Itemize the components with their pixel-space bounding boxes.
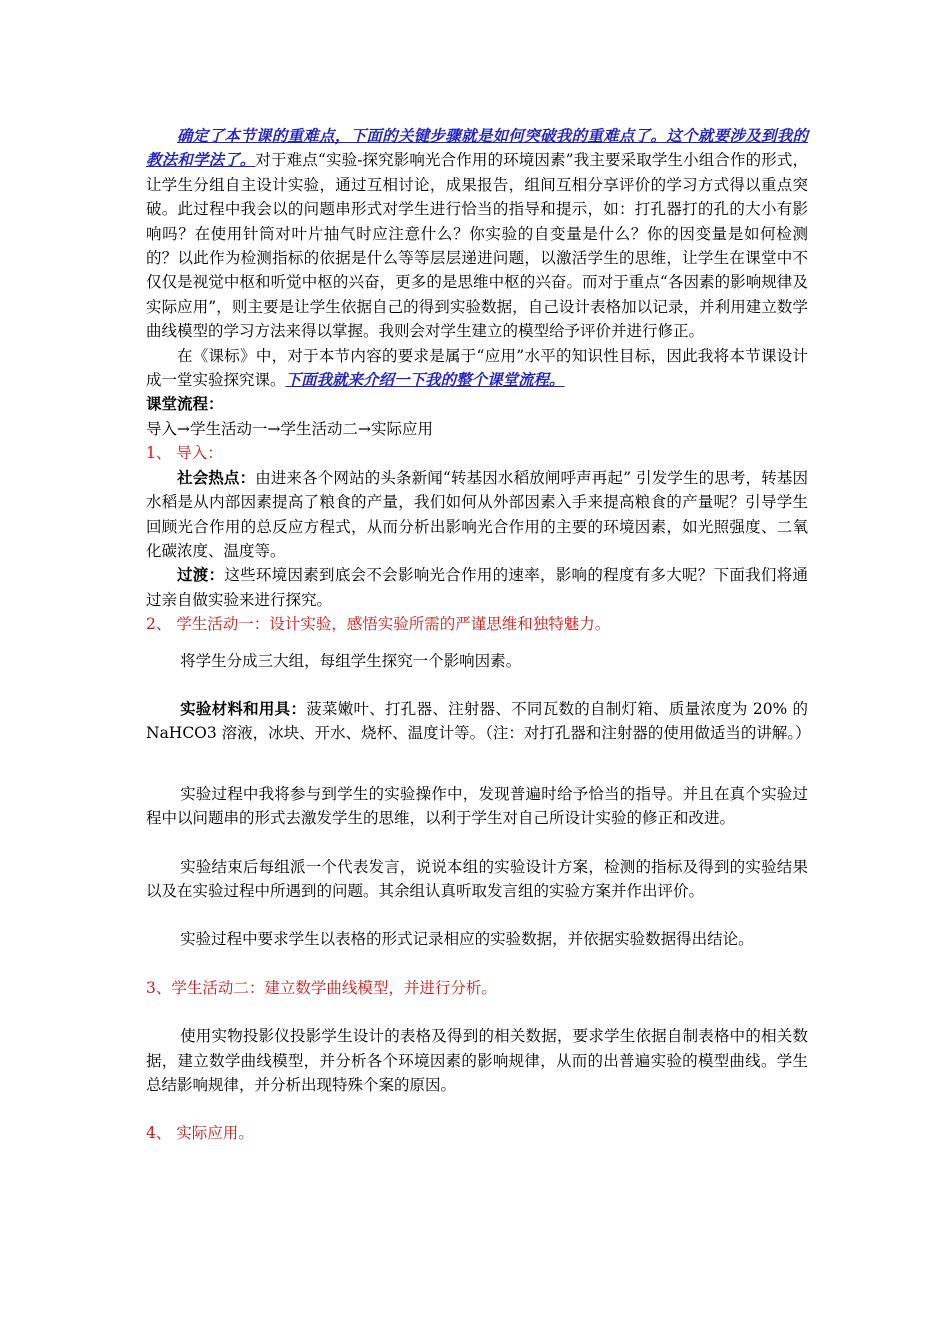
- label-materials: 实验材料和用具：: [180, 698, 307, 718]
- spacer: [146, 1000, 808, 1024]
- spacer: [146, 952, 808, 976]
- paragraph-modeling: 使用实物投影仪投影学生设计的表格及得到的相关数据，要求学生依据自制表格中的相关数据，建立数学曲线模型，并分析各个环境因素的影响规律，从而的出普遍实验的模型曲线。学生总结影响规律，并分析出现特殊个案的原因。: [146, 1027, 808, 1094]
- section-heading-activity-two: 3、学生活动二：建立数学曲线模型，并进行分析。: [146, 978, 497, 997]
- spacer: [146, 1097, 808, 1121]
- paragraph-process: 实验过程中我将参与到学生的实验操作中，发现普遍时给予恰当的指导。并且在真个实验过程中以问题串的形式去激发学生的思维，以利于学生对自己所设计实验的修正和改进。: [146, 784, 808, 828]
- section-heading-application: 4、 实际应用。: [146, 1124, 254, 1143]
- paragraph-grouping: 将学生分成三大组，每组学生探究一个影响因素。: [180, 651, 522, 670]
- emphasis-flow-intro: 下面我就来介绍一下我的整个课堂流程。: [285, 370, 565, 390]
- paragraph-body-text: 由进来各个网站的头条新闻“转基因水稻放闸呼声再起” 引发学生的思考，转基因水稻是从内部因素提高了粮食的产量，我们如何从外部因素入手来提高粮食的产量呢？引导学生回顾光合作用的总反应方程式，从而分析出影响光合作用的主要的环境因素，如光照强度、二氧化碳浓度、温度等。: [146, 468, 808, 560]
- label-transition: 过渡：: [177, 565, 225, 585]
- emphasis-transition-text: 确定了本节课的重难点，下面的关键步骤就是如何突破我的重难点了。这个就要涉及到我的教法和学法了。: [146, 126, 808, 170]
- spacer: [146, 770, 808, 782]
- section-heading-intro: 1、 导入：: [146, 444, 223, 463]
- spacer: [146, 903, 808, 927]
- paragraph-social-hotspot: [146, 466, 808, 564]
- paragraph-body-text: 这些环境因素到底会不会影响光合作用的速率，影响的程度有多大呢？下面我们将通过亲自做实验来进行探究。: [146, 566, 808, 609]
- paragraph-body-text: 菠菜嫩叶、打孔器、注射器、不同瓦数的自制灯箱、质量浓度为 20% 的 NaHCO3 溶液，冰块、开水、烧杯、温度计等。（注：对打孔器和注射器的使用做适当的讲解。）: [146, 699, 811, 743]
- paragraph-record: 实验过程中要求学生以表格的形式记录相应的实验数据，并依据实验数据得出结论。: [180, 930, 754, 949]
- paragraph-body-text: 在《课标》中，对于本节内容的要求是属于“应用”水平的知识性目标，因此我将本节课设计成一堂实验探究课。: [146, 346, 808, 390]
- paragraph-materials: [146, 697, 811, 746]
- paragraph-body-text: 对于难点“实验-探究影响光合作用的环境因素”我主要采取学生小组合作的形式，让学生分组自主设计实验，通过互相讨论，成果报告，组间互相分享评价的学习方式得以重点突破。此过程中我会以的问题串形式对学生进行恰当的指导和提示，如：打孔器打的孔的大小有影响吗？在使用针筒对叶片抽气时应注意什么？你实验的自变量是什么？你的因变量是如何检测的？以此作为检测指标的依据是什么等等层层递进问题，以激活学生的思维，让学生在课堂中不仅仅是视觉中枢和听觉中枢的兴奋，更多的是思维中枢的兴奋。而对于重点“各因素的影响规律及实际应用”，则主要是让学生依据自己的得到实验数据，自己设计表格加以记录，并利用建立数学曲线模型的学习方法来得以掌握。我则会对学生建立的模型给予评价并进行修正。: [146, 151, 808, 341]
- section-heading-activity-one: 2、 学生活动一：设计实验，感悟实验所需的严谨思维和独特魅力。: [146, 615, 611, 634]
- paragraph-curriculum-standard: [146, 344, 808, 393]
- spacer: [146, 831, 808, 855]
- flow-title: 课堂流程：: [146, 394, 224, 414]
- spacer: [146, 637, 808, 649]
- spacer: [146, 746, 808, 770]
- paragraph-transition: [146, 563, 808, 612]
- spacer: [146, 673, 808, 697]
- document-page: [146, 124, 811, 1146]
- paragraph-teaching-method: [146, 124, 808, 344]
- label-social-hotspot: 社会热点：: [177, 467, 256, 487]
- paragraph-report: 实验结束后每组派一个代表发言，说说本组的实验设计方案，检测的指标及得到的实验结果以及在实验过程中所遇到的问题。其余组认真听取发言组的实验方案并作出评价。: [146, 857, 808, 900]
- flow-sequence: 导入→学生活动一→学生活动二→实际应用: [146, 419, 433, 438]
